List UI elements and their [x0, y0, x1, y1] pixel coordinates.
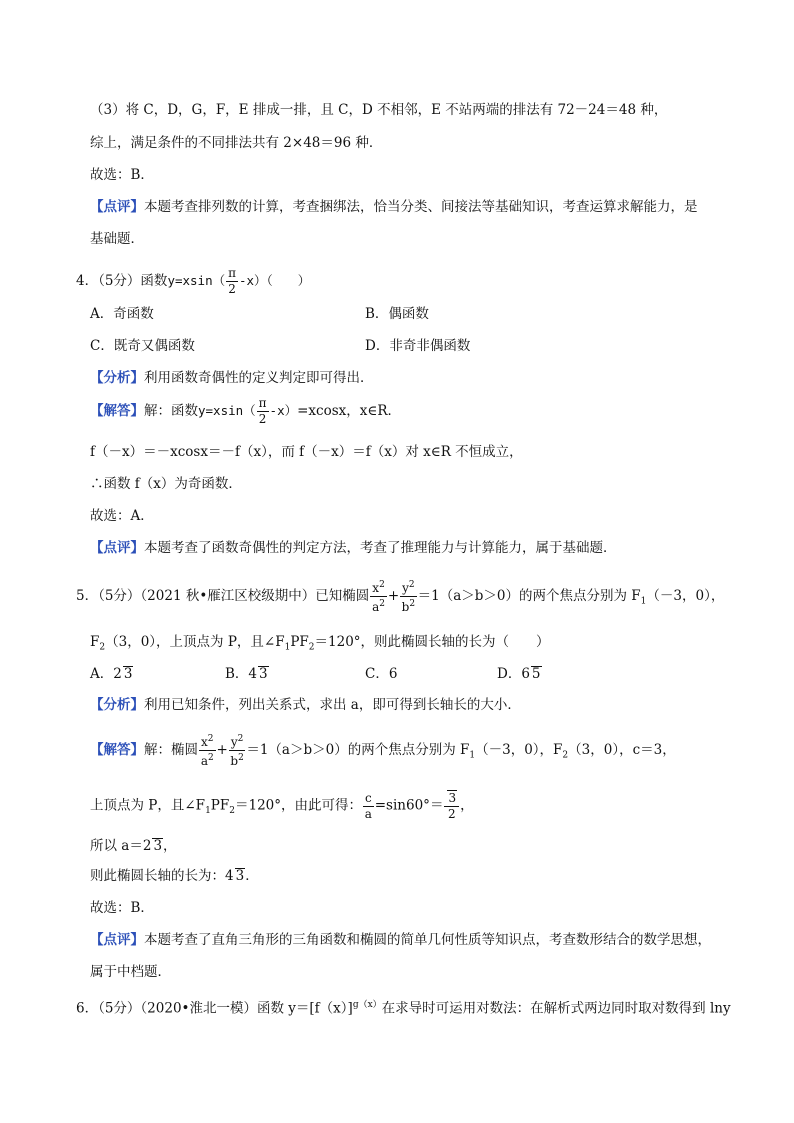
stem-text: ＝1（a＞b＞0）的两个焦点分别为 F: [417, 588, 641, 604]
var: F: [90, 634, 100, 650]
q4-stem: [76, 266, 310, 297]
q5-option-b: [225, 664, 269, 684]
solution-text: 解：椭圆: [144, 742, 198, 758]
exp: 2: [207, 734, 214, 744]
fraction: [199, 732, 216, 769]
q4-option-a: A．奇函数: [90, 306, 154, 322]
q5-option-a: [90, 664, 133, 684]
solution-text: ＝: [429, 797, 444, 814]
q5-solution: 【解答】解：椭圆 $\frac{x^2}{a^2}$ + $\frac{y^2}{b^2}$ ＝1（a＞b＞0）的两个焦点分别为 $F_1(-3$，0），$F_2(3$，0），c＝3，: [90, 734, 676, 768]
solution-text: （3，0），c＝3，: [568, 742, 676, 758]
fraction: [226, 266, 238, 297]
comment-tag: 【点评】: [90, 932, 144, 948]
q4-number: 4．（5分）函数: [76, 273, 168, 289]
solution-text: ，: [163, 838, 177, 854]
sqrt: 3: [123, 666, 133, 682]
q4-answer: 故选：A．: [90, 508, 154, 524]
func-text: y=xsin（: [167, 273, 226, 288]
analysis-text: 利用已知条件，列出关系式，求出 a，即可得到长轴长的大小．: [144, 697, 521, 713]
superscript: g（x）: [352, 1000, 382, 1010]
exp: 2: [207, 753, 214, 763]
solution-text: 则此椭圆长轴的长为：4: [90, 868, 234, 884]
frac-num: π: [258, 396, 267, 410]
exp: 2: [379, 599, 385, 609]
q5-stem-cont: [90, 632, 550, 658]
q4-solution: [90, 396, 401, 427]
var: y: [402, 581, 409, 595]
frac-den: [400, 597, 417, 615]
solution-tag: 【解答】: [90, 403, 144, 419]
q5-solution-line: [90, 866, 259, 886]
comment-tag: 【点评】: [90, 540, 144, 556]
exp: 2: [237, 734, 244, 744]
stem-text: ＝120°，则此椭圆长轴的长为（ ）: [314, 634, 550, 650]
fraction: [229, 732, 246, 769]
fraction: [444, 790, 459, 822]
fraction: [257, 396, 269, 427]
sub: 1: [284, 642, 291, 653]
exp: 2: [379, 580, 385, 590]
q3-comment-cont: 基础题．: [90, 231, 144, 247]
var: x: [372, 581, 380, 595]
sqrt: 3: [235, 868, 245, 884]
q4-option-c: C．既奇又偶函数: [90, 338, 195, 354]
q3-comment: [90, 197, 698, 217]
exp: 2: [409, 599, 416, 609]
var: x: [201, 735, 208, 749]
q4-option-d: D．非奇非偶函数: [365, 338, 471, 354]
q5-number: 5．（5分）（2021 秋•雁江区校级期中）已知椭圆: [76, 588, 370, 604]
q3-answer: 故选：B．: [90, 167, 154, 183]
func-text: y=xsin（: [198, 403, 256, 418]
frac-num: [370, 578, 387, 597]
q5-comment-cont: 属于中档题．: [90, 964, 171, 980]
frac-num: [400, 578, 417, 597]
fraction: [370, 578, 387, 615]
sub: 2: [99, 642, 106, 653]
frac-den: [370, 597, 387, 615]
var: a: [200, 754, 208, 768]
q5-option-c: C．6: [365, 666, 398, 682]
q4-solution-line: ∴函数 f（x）为奇函数．: [90, 476, 242, 492]
exp: 2: [408, 580, 415, 590]
q3-text-line: （3）将 C，D，G，F，E 排成一排，且 C，D 不相邻，E 不站两端的排法有 72－24＝48 种，: [90, 102, 668, 118]
sqrt: 3: [448, 791, 457, 805]
sub: 1: [469, 750, 476, 761]
q4-comment: [90, 538, 617, 558]
opt-text: D．6: [497, 666, 530, 682]
frac-den: 2: [258, 412, 267, 426]
comment-text: 本题考查了函数奇偶性的判定方法，考查了推理能力与计算能力，属于基础题．: [144, 540, 617, 556]
q5-analysis: [90, 695, 521, 715]
sub: 1: [640, 596, 647, 607]
sub: 1: [205, 806, 211, 817]
var: a: [372, 600, 380, 614]
q5-answer: 故选：B．: [90, 900, 154, 916]
comment-tag: 【点评】: [90, 199, 144, 215]
stem-text: （－3，0），: [646, 588, 725, 604]
func-text: -x）（ ）: [238, 273, 311, 288]
solution-text: ，: [460, 797, 474, 814]
solution-text: 解：函数: [144, 403, 198, 419]
sqrt: 5: [531, 666, 541, 682]
q5-comment: [90, 930, 711, 950]
comment-text: 本题考查了直角三角形的三角函数和椭圆的简单几何性质等知识点，考查数形结合的数学思想，: [144, 932, 711, 948]
q5-option-d: [497, 664, 542, 684]
frac-den: [229, 751, 246, 769]
q3-text-line: 综上，满足条件的不同排法共有 2×48＝96 种．: [90, 135, 383, 151]
q4-option-b: B．偶函数: [365, 306, 429, 322]
q6-stem: [76, 995, 731, 1019]
solution-text: ＝1（a＞b＞0）的两个焦点分别为 F: [246, 742, 470, 758]
func-text: -x）: [269, 403, 298, 418]
q4-solution-line: f（－x）＝－xcosx＝－f（x），而 f（－x）＝f（x）对 x∈R 不恒成立，: [90, 444, 523, 460]
frac-den: a: [364, 806, 372, 821]
sub: 2: [562, 750, 569, 761]
comment-text: 本题考查排列数的计算，考查捆绑法，恰当分类、间接法等基础知识，考查运算求解能力，是: [144, 199, 698, 215]
var: b: [230, 754, 239, 768]
solution-text: （－3，0），F: [475, 742, 563, 758]
analysis-text: 利用函数奇偶性的定义判定即可得出．: [144, 370, 374, 386]
solution-tag: 【解答】: [90, 742, 144, 758]
solution-text: =xcosx，x∈R．: [297, 403, 402, 419]
sub: 2: [229, 806, 235, 817]
frac-den: [199, 751, 216, 769]
solution-text: ＝120°，由此可得：: [234, 797, 363, 814]
q5-solution-line: [90, 790, 474, 822]
fraction: [363, 791, 374, 822]
q6-number: 6．（5分）（2020•淮北一模）函数 y＝[f（x）]: [76, 1000, 353, 1017]
frac-num: [199, 732, 216, 751]
stem-text: PF: [290, 634, 309, 650]
analysis-tag: 【分析】: [90, 370, 144, 386]
opt-text: A．2: [90, 666, 122, 682]
sqrt: 3: [153, 838, 163, 854]
solution-text: =sin60°: [374, 797, 430, 814]
frac-den: 2: [447, 807, 456, 821]
q4-analysis: [90, 368, 374, 388]
stem-text: （3，0），上顶点为 P，且∠F: [105, 634, 285, 650]
var: y: [230, 735, 238, 749]
frac-den: 2: [228, 282, 236, 296]
frac-num: π: [228, 266, 236, 280]
solution-text: 上顶点为 P，且∠F: [90, 797, 206, 814]
sub: 2: [308, 642, 315, 653]
analysis-tag: 【分析】: [90, 697, 144, 713]
frac-num: [444, 790, 459, 807]
opt-text: B．4: [225, 666, 258, 682]
frac-num: [229, 732, 246, 751]
sqrt: 3: [259, 666, 268, 682]
solution-text: PF: [210, 797, 230, 814]
q5-stem: 5．（5分）（2021 秋•雁江区校级期中）已知椭圆 $\frac{x^2}{a^2}$ + $\frac{y^2}{b^2}$ ＝1（a＞b＞0）的两个焦点分别为 $F_1(-3$，0），: [76, 580, 725, 614]
fraction: [400, 578, 417, 615]
solution-text: 所以 a＝2: [90, 838, 152, 854]
solution-text: ．: [245, 868, 259, 884]
frac-num: c: [365, 790, 372, 805]
exp: 2: [238, 753, 244, 763]
var: b: [401, 600, 410, 614]
stem-text: 在求导时可运用对数法：在解析式两边同时取对数得到 lny: [381, 1000, 731, 1017]
q5-solution-line: [90, 836, 177, 856]
